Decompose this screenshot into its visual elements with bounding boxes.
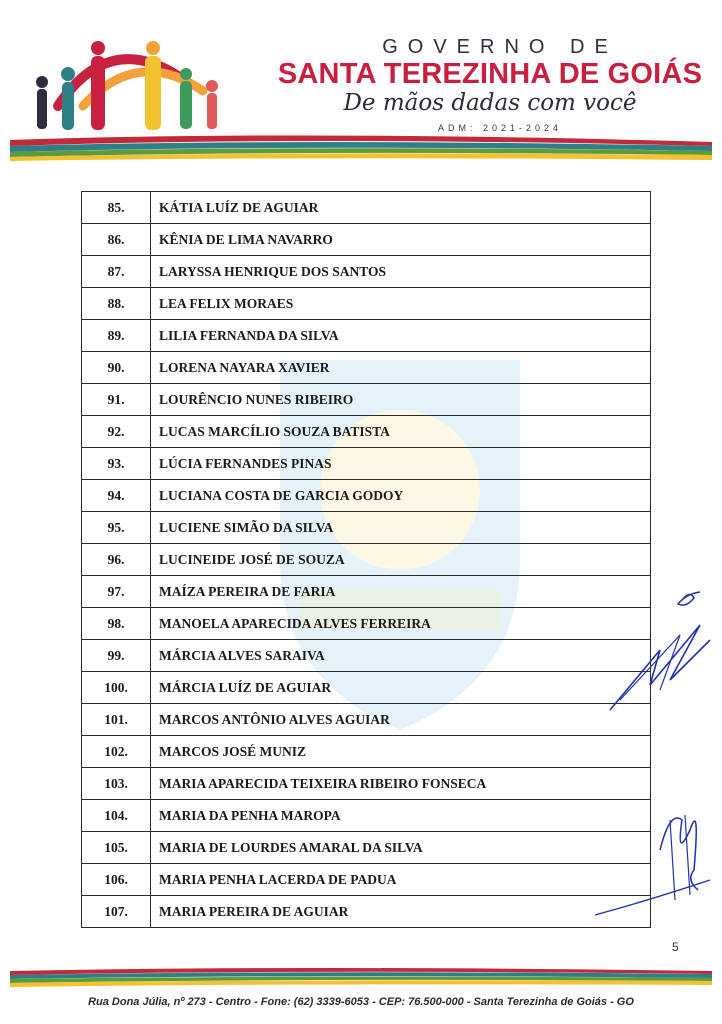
person-name: MARIA DE LOURDES AMARAL DA SILVA xyxy=(151,832,651,864)
municipality-name: SANTA TEREZINHA DE GOIÁS xyxy=(277,58,703,90)
table-row xyxy=(82,480,651,512)
row-number: 95. xyxy=(82,512,151,544)
person-name: MARCOS JOSÉ MUNIZ xyxy=(151,736,651,768)
table-row xyxy=(82,320,651,352)
slogan: De mãos dadas com você xyxy=(343,90,637,116)
table-row xyxy=(82,768,651,800)
families-holding-hands-logo xyxy=(28,36,238,136)
table-row xyxy=(82,544,651,576)
person-name: LOURÊNCIO NUNES RIBEIRO xyxy=(151,384,651,416)
table-row xyxy=(82,416,651,448)
row-number: 99. xyxy=(82,640,151,672)
row-number: 91. xyxy=(82,384,151,416)
person-name: MAÍZA PEREIRA DE FARIA xyxy=(151,576,651,608)
person-name: LUCIENE SIMÃO DA SILVA xyxy=(151,512,651,544)
table-row xyxy=(82,512,651,544)
table-row xyxy=(82,192,651,224)
table-row xyxy=(82,608,651,640)
row-number: 92. xyxy=(82,416,151,448)
table-row xyxy=(82,224,651,256)
person-name: LUCIANA COSTA DE GARCIA GODOY xyxy=(151,480,651,512)
row-number: 93. xyxy=(82,448,151,480)
person-name: MANOELA APARECIDA ALVES FERREIRA xyxy=(151,608,651,640)
person-name: LEA FELIX MORAES xyxy=(151,288,651,320)
handwritten-signatures xyxy=(590,580,722,920)
table-row xyxy=(82,352,651,384)
person-name: LARYSSA HENRIQUE DOS SANTOS xyxy=(151,256,651,288)
person-name: LÚCIA FERNANDES PINAS xyxy=(151,448,651,480)
row-number: 85. xyxy=(82,192,151,224)
row-number: 98. xyxy=(82,608,151,640)
table-row xyxy=(82,384,651,416)
page-number: 5 xyxy=(672,940,679,954)
row-number: 101. xyxy=(82,704,151,736)
row-number: 94. xyxy=(82,480,151,512)
row-number: 105. xyxy=(82,832,151,864)
row-number: 106. xyxy=(82,864,151,896)
row-number: 103. xyxy=(82,768,151,800)
table-row xyxy=(82,288,651,320)
person-name: MARIA DA PENHA MAROPA xyxy=(151,800,651,832)
person-name: MARIA PEREIRA DE AGUIAR xyxy=(151,896,651,928)
person-name: MÁRCIA ALVES SARAIVA xyxy=(151,640,651,672)
footer-address: Rua Dona Júlia, nº 273 - Centro - Fone: (62) 3339-6053 - CEP: 76.500-000 - Santa Terezinha de Goiás - GO xyxy=(88,996,634,1008)
table-row xyxy=(82,864,651,896)
person-name: MÁRCIA LUÍZ DE AGUIAR xyxy=(151,672,651,704)
table-row xyxy=(82,640,651,672)
table-row xyxy=(82,256,651,288)
administration-period: ADM: 2021-2024 xyxy=(437,123,563,133)
row-number: 102. xyxy=(82,736,151,768)
row-number: 96. xyxy=(82,544,151,576)
names-table xyxy=(81,191,651,928)
person-name: KÁTIA LUÍZ DE AGUIAR xyxy=(151,192,651,224)
government-label: GOVERNO DE xyxy=(382,36,618,58)
row-number: 90. xyxy=(82,352,151,384)
person-name: LUCINEIDE JOSÉ DE SOUZA xyxy=(151,544,651,576)
row-number: 97. xyxy=(82,576,151,608)
row-number: 100. xyxy=(82,672,151,704)
row-number: 89. xyxy=(82,320,151,352)
table-row xyxy=(82,896,651,928)
letterhead xyxy=(0,0,722,170)
row-number: 88. xyxy=(82,288,151,320)
table-row xyxy=(82,576,651,608)
person-name: LUCAS MARCÍLIO SOUZA BATISTA xyxy=(151,416,651,448)
table-row xyxy=(82,800,651,832)
table-row xyxy=(82,832,651,864)
person-name: MARIA PENHA LACERDA DE PADUA xyxy=(151,864,651,896)
row-number: 86. xyxy=(82,224,151,256)
table-row xyxy=(82,704,651,736)
person-name: MARCOS ANTÔNIO ALVES AGUIAR xyxy=(151,704,651,736)
footer-color-stripes xyxy=(0,963,722,993)
row-number: 107. xyxy=(82,896,151,928)
table-row xyxy=(82,736,651,768)
person-name: LILIA FERNANDA DA SILVA xyxy=(151,320,651,352)
row-number: 87. xyxy=(82,256,151,288)
person-name: MARIA APARECIDA TEIXEIRA RIBEIRO FONSECA xyxy=(151,768,651,800)
row-number: 104. xyxy=(82,800,151,832)
person-name: LORENA NAYARA XAVIER xyxy=(151,352,651,384)
person-name: KÊNIA DE LIMA NAVARRO xyxy=(151,224,651,256)
table-row xyxy=(82,448,651,480)
header-color-stripes xyxy=(0,128,722,168)
table-row xyxy=(82,672,651,704)
